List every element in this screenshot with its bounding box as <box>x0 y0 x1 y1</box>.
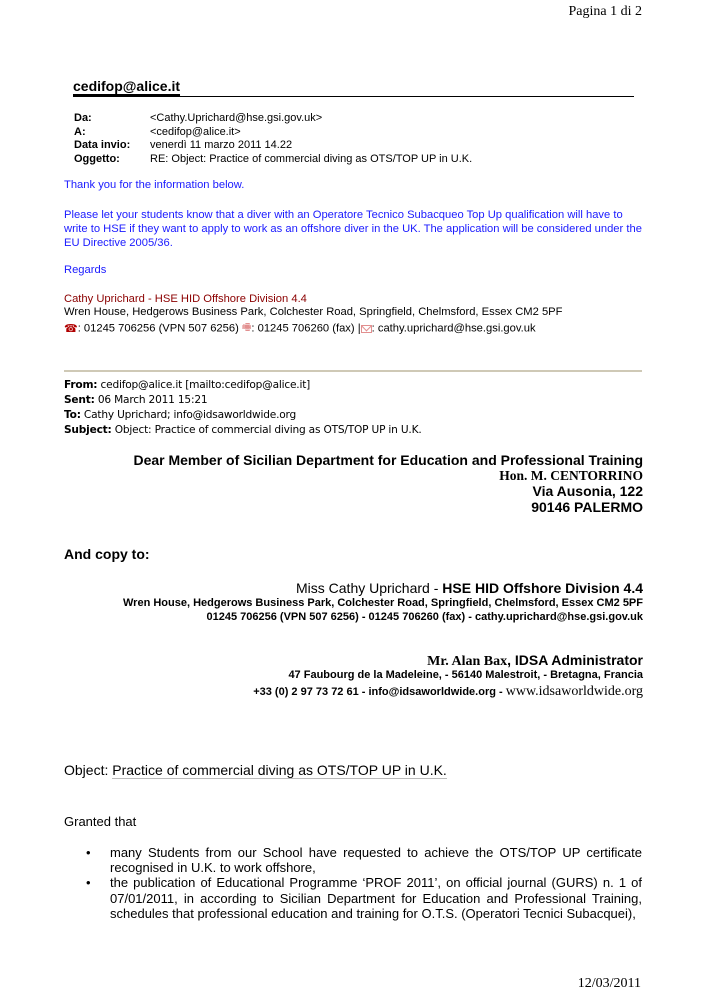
signature-name: Cathy Uprichard - HSE HID Offshore Division 4.4 <box>64 293 307 305</box>
cc2-role: , IDSA Administrator <box>507 652 643 668</box>
cc2-address: 47 Faubourg de la Madeleine, - 56140 Malestroit, - Bretagna, Francia <box>288 669 643 681</box>
cc2-name: Mr. Alan Bax <box>427 654 508 669</box>
bullet-icon: • <box>86 875 91 891</box>
header-key: Data invio: <box>74 139 131 152</box>
forwarded-subject-value: Object: Practice of commercial diving as OTS/TOP UP in U.K. <box>111 424 422 436</box>
header-value: <Cathy.Uprichard@hse.gsi.gov.uk> <box>150 112 323 124</box>
footer-date: 12/03/2011 <box>577 976 641 991</box>
header-key: Da: <box>74 112 92 124</box>
copy-to-label: And copy to: <box>64 546 150 562</box>
forwarded-from-label: From: <box>64 379 98 391</box>
forwarded-to-label: To: <box>64 409 81 421</box>
mailbox-account: cedifop@alice.it <box>73 78 181 94</box>
recipient-salutation: Dear Member of Sicilian Department for Education and Professional Training <box>133 452 643 468</box>
forwarded-to-value: Cathy Uprichard; info@idsaworldwide.org <box>80 409 297 421</box>
signature-fax: : 01245 706260 (fax) | <box>251 322 361 335</box>
list-item <box>64 845 642 875</box>
forwarded-sent <box>64 393 422 408</box>
fax-icon: 🖷 <box>241 322 252 333</box>
header-key: Oggetto: <box>74 152 120 165</box>
object-label: Object: <box>64 762 113 778</box>
signature-email[interactable]: : cathy.uprichard@hse.gsi.gov.uk <box>371 322 536 335</box>
reply-closing: Regards <box>64 264 107 276</box>
forwarded-header <box>64 378 422 438</box>
page-number: Pagina 1 di 2 <box>568 4 642 19</box>
header-row-date <box>74 139 472 153</box>
list-item-text: the publication of Educational Programme ‘PROF 2011’, on official journal (GURS) n. 1 of 07/01/2011, in according to Sicilian Department for Education and Professional Training, schedules that professional education and training for O.T.S. (Operatori Tecnici Subacquei), <box>110 875 642 921</box>
list-item <box>64 875 642 921</box>
forwarded-from <box>64 378 422 393</box>
reply-paragraph: Please let your students know that a diver with an Operatore Tecnico Subacqueo Top Up qualification will have to write to HSE if they want to apply to work as an offshore diver in the UK. The application will be considered under the EU Directive 2005/36. <box>64 209 642 250</box>
cc2-contact-text: +33 (0) 2 97 73 72 61 - info@idsaworldwide.org - <box>253 686 506 698</box>
header-divider <box>73 96 634 97</box>
header-value: <cedifop@alice.it> <box>150 125 241 138</box>
cc1-separator: - <box>429 580 443 596</box>
cc2-website[interactable]: www.idsaworldwide.org <box>505 684 643 699</box>
cc1-name: Miss Cathy Uprichard <box>296 580 430 596</box>
envelope-icon <box>361 325 372 333</box>
cc1-heading <box>296 580 643 596</box>
letter-object <box>64 762 447 778</box>
message-header <box>74 112 472 166</box>
header-row-from <box>74 112 472 126</box>
cc1-address: Wren House, Hedgerows Business Park, Colchester Road, Springfield, Chelmsford, Essex CM2 5PF <box>123 597 643 609</box>
cc2-heading <box>427 652 643 670</box>
bullet-icon: • <box>86 845 91 860</box>
object-text: Practice of commercial diving as OTS/TOP UP in U.K. <box>112 762 447 778</box>
signature-phone: : 01245 706256 (VPN 507 6256) <box>77 322 242 335</box>
bullet-list <box>64 845 642 921</box>
forwarded-sent-label: Sent: <box>64 394 95 406</box>
granted-that: Granted that <box>64 814 137 829</box>
forwarded-subject-label: Subject: <box>64 424 112 436</box>
header-value: venerdì 11 marzo 2011 14.22 <box>150 139 293 152</box>
cc1-org: HSE HID Offshore Division 4.4 <box>442 580 643 596</box>
signature-contact <box>64 320 536 337</box>
list-item-text: many Students from our School have requested to achieve the OTS/TOP UP certificate recognised in U.K. to work offshore, <box>110 845 642 876</box>
recipient-city: 90146 PALERMO <box>531 499 643 515</box>
telephone-icon: ☎ <box>64 323 78 335</box>
header-row-subject <box>74 153 472 167</box>
recipient-street: Via Ausonia, 122 <box>532 483 643 499</box>
recipient-name: Hon. M. CENTORRINO <box>499 468 643 483</box>
signature-address: Wren House, Hedgerows Business Park, Colchester Road, Springfield, Chelmsford, Essex CM2 5PF <box>64 306 563 318</box>
forwarded-sent-value: 06 March 2011 15:21 <box>94 394 208 406</box>
header-value: RE: Object: Practice of commercial diving as OTS/TOP UP in U.K. <box>150 152 473 165</box>
forwarded-from-value: cedifop@alice.it [mailto:cedifop@alice.it] <box>97 379 311 391</box>
header-key: A: <box>74 125 86 138</box>
quoted-message-separator <box>64 370 642 372</box>
forwarded-to <box>64 408 422 423</box>
header-row-to <box>74 126 472 140</box>
cc1-contact: 01245 706256 (VPN 507 6256) - 01245 706260 (fax) - cathy.uprichard@hse.gsi.gov.uk <box>206 611 643 623</box>
reply-paragraph: Thank you for the information below. <box>64 179 245 191</box>
cc2-contact <box>253 684 643 700</box>
forwarded-subject <box>64 423 422 438</box>
